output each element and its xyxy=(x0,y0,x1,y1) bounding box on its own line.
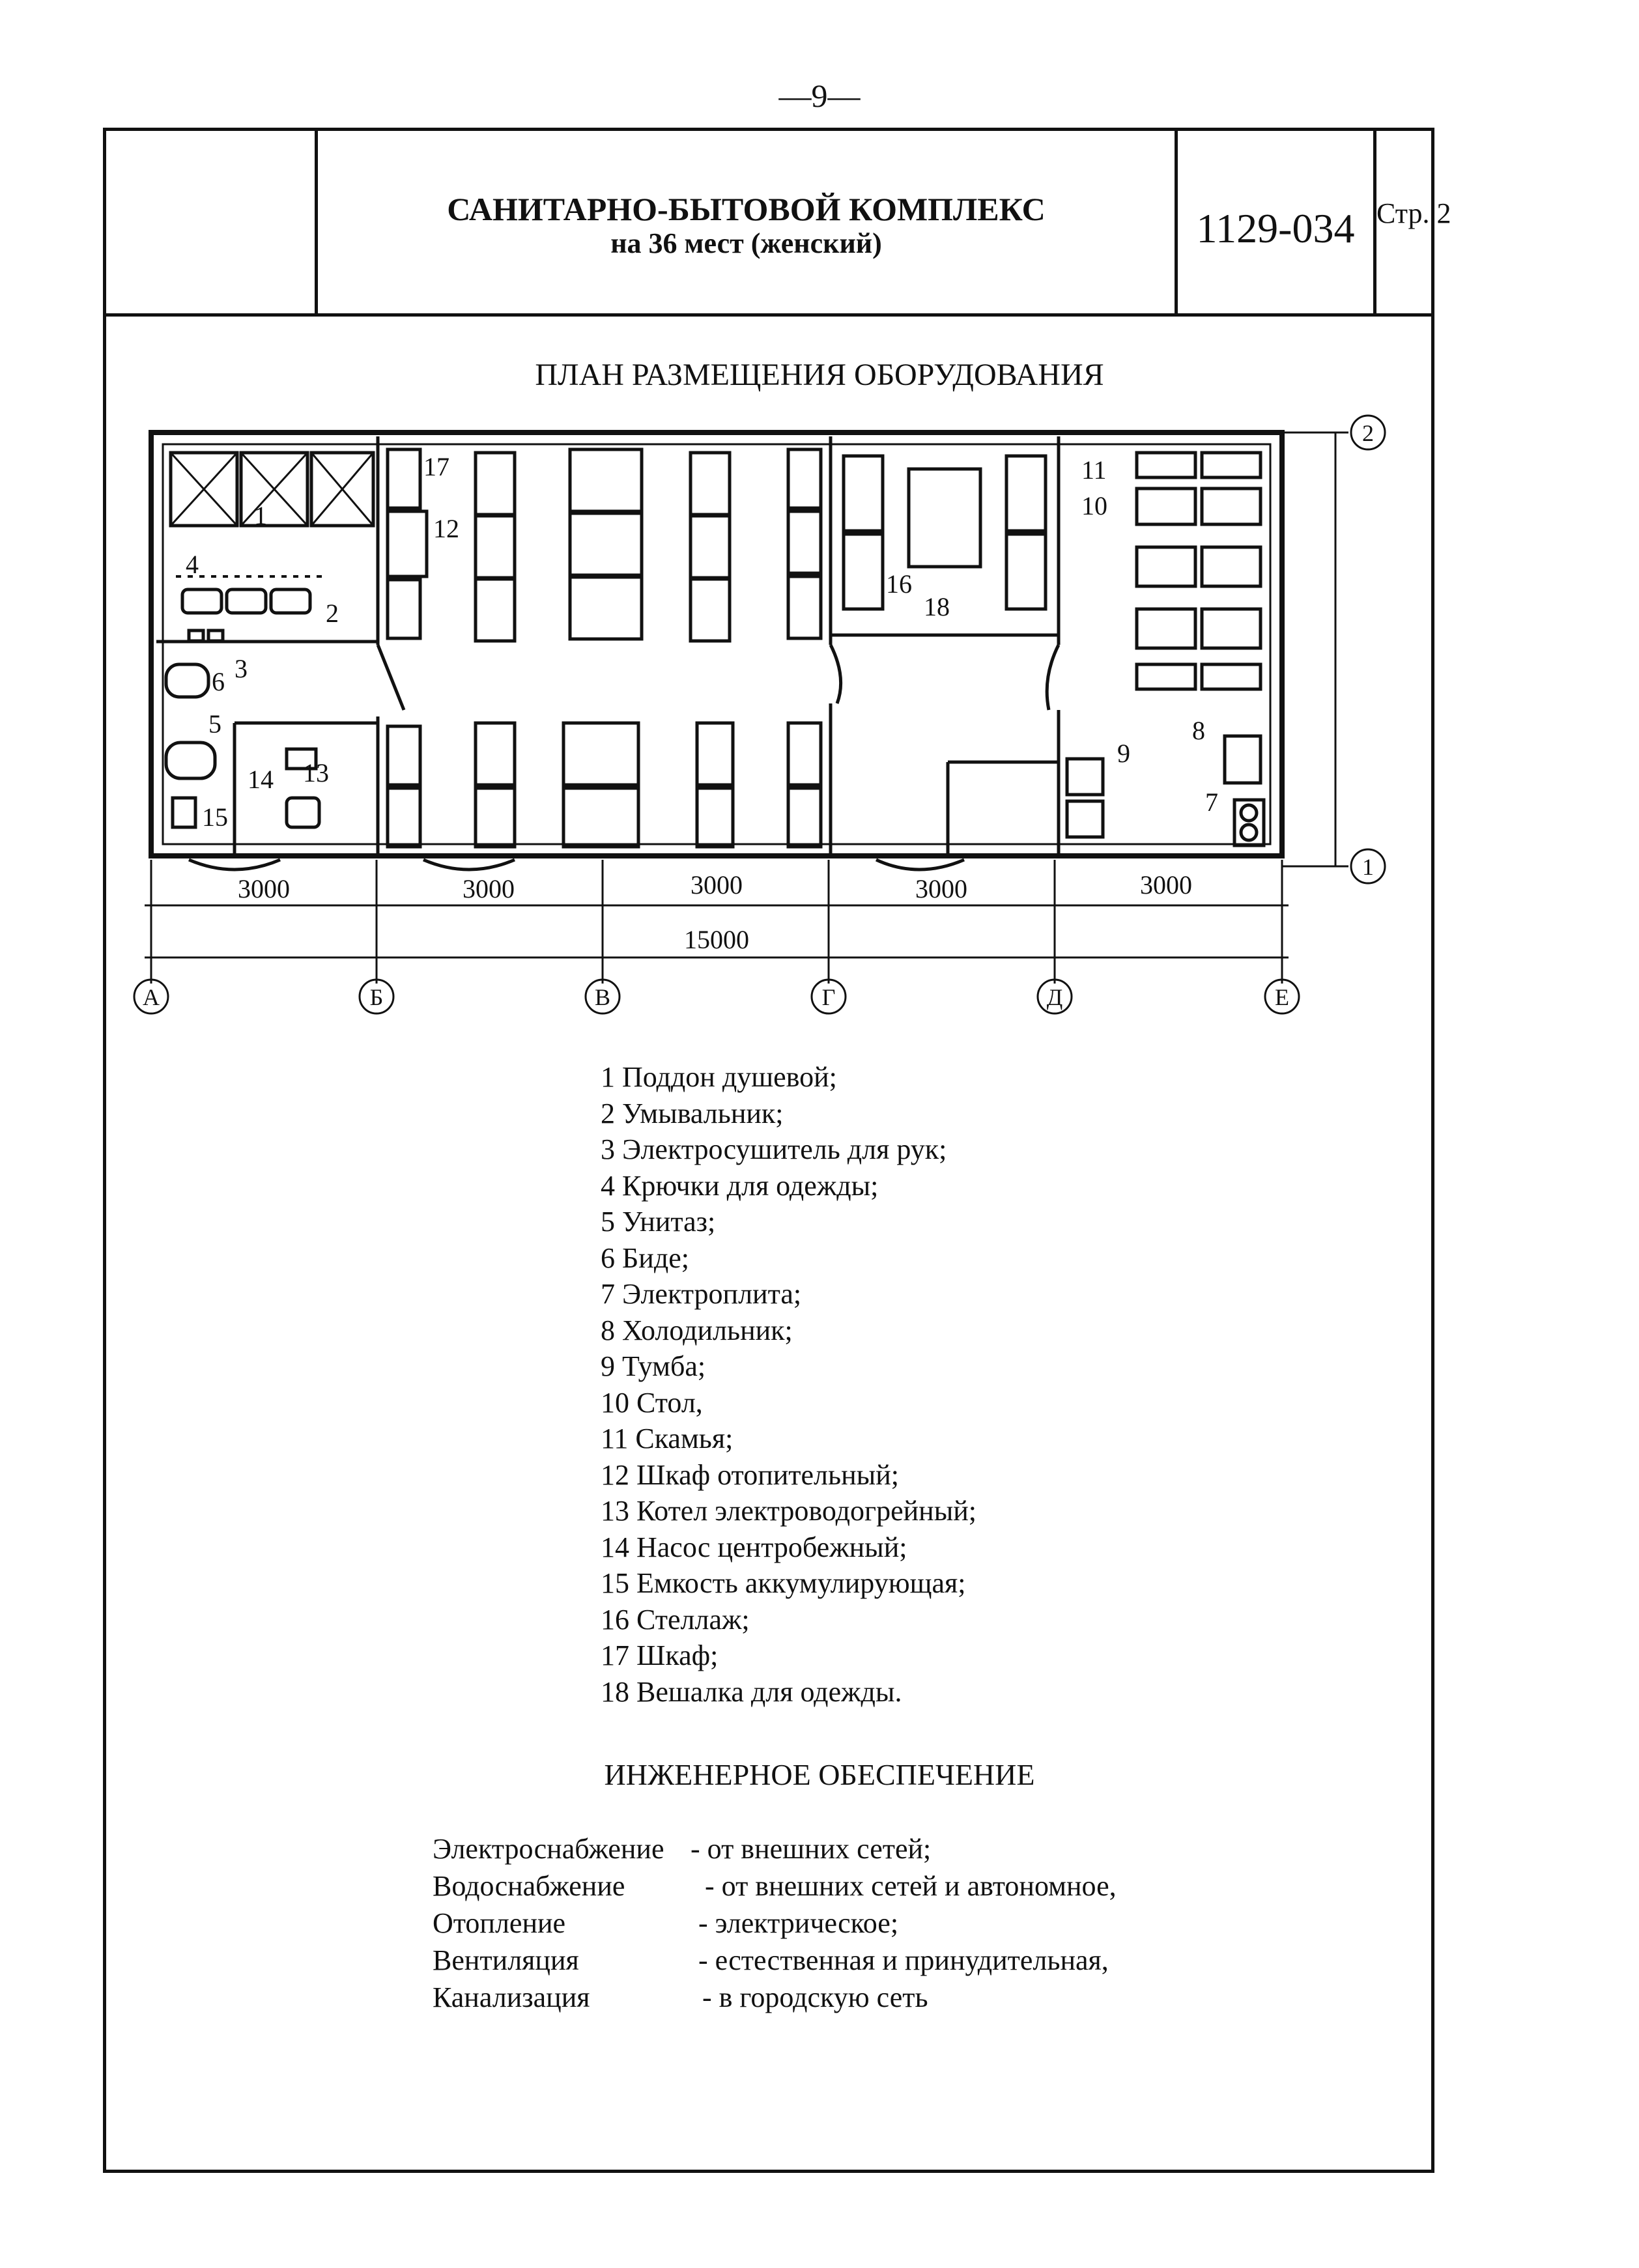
bench-icon xyxy=(691,453,730,515)
system-name: Водоснабжение xyxy=(433,1870,625,1902)
bench-icon xyxy=(476,453,515,515)
coat-rack-icon xyxy=(909,469,980,567)
bench-icon xyxy=(697,723,733,785)
rack-icon xyxy=(844,456,883,531)
callout-label: 14 xyxy=(248,765,274,794)
bench-icon xyxy=(1202,453,1261,477)
legend-item: 1 Поддон душевой; xyxy=(601,1061,837,1093)
boiler-icon xyxy=(287,798,319,827)
system-name: Канализация xyxy=(433,1981,590,2013)
callout-label: 17 xyxy=(423,452,449,481)
wardrobe-icon xyxy=(388,580,420,638)
wardrobe-icon xyxy=(788,576,821,638)
plan-heading: ПЛАН РАЗМЕЩЕНИЯ ОБОРУДОВАНИЯ xyxy=(535,358,1104,392)
heating-cabinet-icon xyxy=(388,511,427,576)
document-title: САНИТАРНО-БЫТОВОЙ КОМПЛЕКС xyxy=(447,191,1046,227)
door-arc xyxy=(189,860,280,870)
sheet-number: Стр. 2 xyxy=(1376,197,1451,229)
overall-dimension-text: 15000 xyxy=(684,925,749,954)
table-icon xyxy=(1202,489,1261,524)
rack-icon xyxy=(1006,456,1046,531)
bench-icon xyxy=(1137,453,1195,477)
system-value: - от внешних сетей и автономное, xyxy=(705,1870,1117,1902)
wardrobe-icon xyxy=(788,723,821,785)
system-name: Электроснабжение xyxy=(433,1833,664,1865)
wardrobe-icon xyxy=(788,449,821,508)
legend-item: 2 Умывальник; xyxy=(601,1097,784,1129)
axis-label: Е xyxy=(1275,984,1289,1010)
system-value: - в городскую сеть xyxy=(702,1981,928,2013)
legend-item: 18 Вешалка для одежды. xyxy=(601,1675,902,1708)
bidet-icon xyxy=(166,664,208,697)
page-number: —9— xyxy=(778,78,861,114)
table-icon xyxy=(1137,489,1195,524)
bench-icon xyxy=(1137,547,1195,586)
legend-item: 6 Биде; xyxy=(601,1241,689,1274)
storage-tank-icon xyxy=(173,798,195,827)
legend-item: 15 Емкость аккумулирующая; xyxy=(601,1567,966,1599)
system-value: - электрическое; xyxy=(698,1907,899,1939)
door-arc xyxy=(831,645,841,703)
axis-label: Д xyxy=(1046,984,1063,1010)
axis-label: Г xyxy=(821,984,836,1010)
bench-icon xyxy=(476,516,515,578)
bench-icon xyxy=(476,579,515,641)
callout-label: 2 xyxy=(326,599,339,628)
wardrobe-icon xyxy=(388,726,420,785)
floor-plan xyxy=(0,0,1639,1042)
wardrobe-icon xyxy=(388,449,420,508)
washbasin-icon xyxy=(227,589,266,613)
toilet-icon xyxy=(166,743,215,778)
door-arc xyxy=(423,860,515,870)
washbasin-icon xyxy=(182,589,221,613)
door-arc xyxy=(378,645,404,710)
callout-label: 5 xyxy=(208,709,221,739)
callout-label: 15 xyxy=(202,802,228,832)
bench-icon xyxy=(691,516,730,578)
equipment-legend xyxy=(601,1059,976,1710)
callout-label: 8 xyxy=(1192,716,1205,745)
legend-item: 12 Шкаф отопительный; xyxy=(601,1458,899,1491)
dimension-text: 3000 xyxy=(238,874,290,903)
callout-label: 18 xyxy=(924,592,950,621)
bench-icon xyxy=(697,788,733,847)
legend-item: 4 Крючки для одежды; xyxy=(601,1169,879,1202)
dimension-text: 3000 xyxy=(463,874,515,903)
bench-icon xyxy=(476,788,515,847)
rack-icon xyxy=(1006,534,1046,609)
callout-label: 1 xyxy=(254,501,267,530)
wardrobe-icon xyxy=(570,449,642,511)
hand-dryer-icon xyxy=(189,631,203,641)
axis-label: 1 xyxy=(1362,854,1374,880)
callout-label: 9 xyxy=(1117,739,1130,768)
door-arc xyxy=(876,860,964,870)
callout-label: 12 xyxy=(433,514,459,543)
callout-label: 7 xyxy=(1205,787,1218,817)
legend-item: 5 Унитаз; xyxy=(601,1206,716,1238)
dimension-text: 3000 xyxy=(1140,870,1192,900)
bench-icon xyxy=(1137,664,1195,689)
callout-label: 10 xyxy=(1081,491,1107,520)
legend-item: 14 Насос центробежный; xyxy=(601,1531,907,1563)
fridge-icon xyxy=(1225,736,1261,783)
system-name: Отопление xyxy=(433,1907,566,1939)
legend-item: 8 Холодильник; xyxy=(601,1314,793,1346)
door-arc xyxy=(1047,645,1059,710)
axis-label: В xyxy=(594,984,611,1010)
axis-label: Б xyxy=(369,984,384,1010)
legend-item: 11 Скамья; xyxy=(601,1423,734,1454)
legend-item: 3 Электросушитель для рук; xyxy=(601,1133,947,1165)
axis-label: 2 xyxy=(1362,420,1374,446)
stand-icon xyxy=(1067,801,1103,837)
table-icon xyxy=(1202,609,1261,648)
callout-label: 3 xyxy=(235,654,248,683)
wardrobe-icon xyxy=(570,577,642,639)
callout-label: 13 xyxy=(303,758,329,787)
hand-dryer-icon xyxy=(208,631,223,641)
wardrobe-icon xyxy=(563,723,638,785)
system-value: - естественная и принудительная, xyxy=(698,1944,1109,1976)
bench-icon xyxy=(476,723,515,785)
bench-icon xyxy=(691,579,730,641)
axis-label: А xyxy=(143,984,160,1010)
document-subtitle: на 36 мест (женский) xyxy=(610,227,882,259)
bench-icon xyxy=(1202,547,1261,586)
engineering-heading: ИНЖЕНЕРНОЕ ОБЕСПЕЧЕНИЕ xyxy=(604,1758,1035,1791)
rack-icon xyxy=(844,534,883,609)
callout-label: 6 xyxy=(212,667,225,696)
wardrobe-icon xyxy=(788,511,821,573)
legend-item: 17 Шкаф; xyxy=(601,1639,719,1671)
dimension-text: 3000 xyxy=(691,870,743,900)
callout-label: 4 xyxy=(186,550,199,579)
wardrobe-icon xyxy=(388,788,420,847)
washbasin-icon xyxy=(271,589,310,613)
system-value: - от внешних сетей; xyxy=(691,1833,932,1865)
system-name: Вентиляция xyxy=(433,1944,579,1976)
callout-label: 11 xyxy=(1081,455,1107,485)
stand-icon xyxy=(1067,759,1103,795)
wardrobe-icon xyxy=(563,788,638,847)
legend-item: 10 Стол, xyxy=(601,1386,703,1419)
outer-wall xyxy=(151,432,1282,856)
callout-label: 16 xyxy=(886,569,912,599)
legend-item: 7 Электроплита; xyxy=(601,1278,802,1310)
legend-item: 9 Тумба; xyxy=(601,1350,706,1382)
bench-icon xyxy=(1202,664,1261,689)
wardrobe-icon xyxy=(788,788,821,847)
legend-item: 13 Котел электроводогрейный; xyxy=(601,1495,977,1527)
wardrobe-icon xyxy=(570,513,642,575)
document-code: 1129-034 xyxy=(1196,205,1355,251)
table-icon xyxy=(1137,609,1195,648)
dimension-text: 3000 xyxy=(915,874,967,903)
legend-item: 16 Стеллаж; xyxy=(601,1603,750,1636)
